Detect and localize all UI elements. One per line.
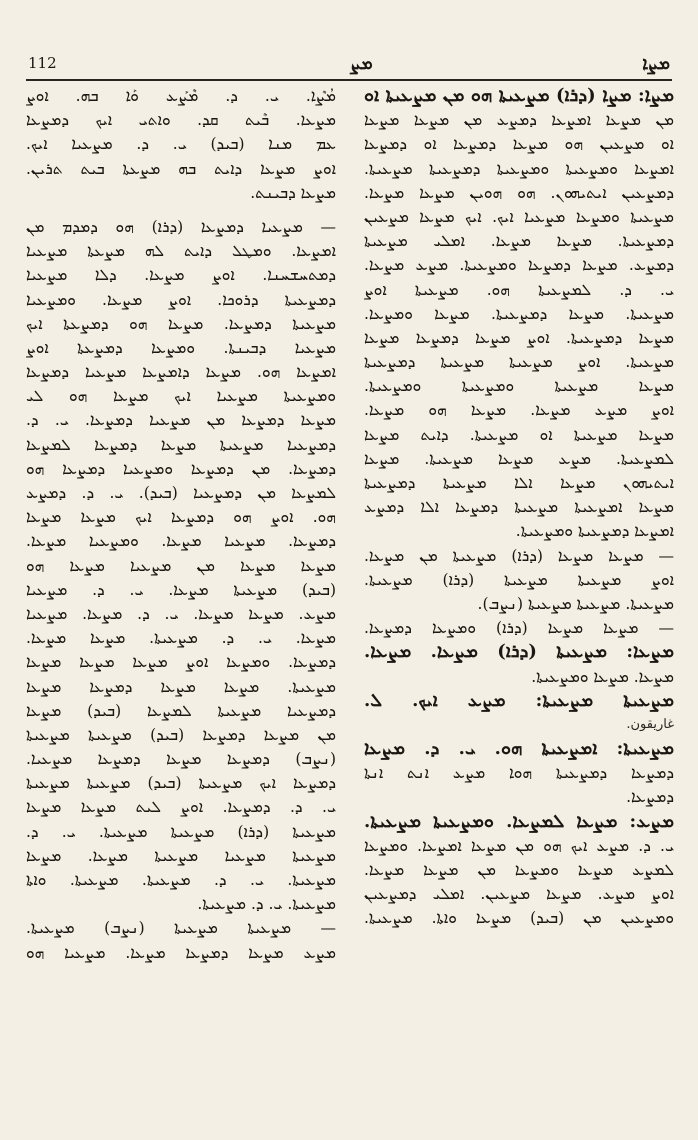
text-line: ܡܨܥ ܡܨܥܐ ܕܡܨܥܐ ܡܨܥܐ. ܡܨܥܝܐ ܗܘ xyxy=(26,943,336,962)
text-line: ܡܨܥܝܬܐ. ܐܘܨ ܡܨܥܝܬܐ ܡܨܥܝܬܐ ܕܡܨܥܝܬܐ xyxy=(364,353,674,372)
text-line: ܐܡܨܥܐ ܘܡܨܥܝܬܐ ܘܡܨܥܝܬܐ ܕܡܨܥܝܬܐ ܡܨܥܝܬܐ. xyxy=(364,159,674,178)
text-line: (ܢܨܒ) ܕܡܨܥܐ ܡܨܥܐ ܕܡܨܥܐ ܡܨܥܝܐ. xyxy=(26,750,336,769)
text-line: ܐܝܬܝܗܘܢ ܡܨܥܐ ܐܠܐ ܡܨܥܝܬܐ ܕܡܨܥܝܬܐ xyxy=(364,474,674,492)
text-line: ܕܡܬܚܫܚܢܐ. ܐܘܨ ܡܨܥܐ. ܕܠܐ ܡܨܥܝܐ xyxy=(26,266,336,285)
paragraph-gap xyxy=(26,205,336,215)
text-line: — ܡܨܥܐ ܡܨܥܐ (ܕܪܐ) ܡܨܥܝܬܐ ܡܢ ܡܨܥܐ. xyxy=(364,546,674,565)
text-line: ܡܨܥܐ ܐܡܨܥܝܬܐ ܡܨܥܝܬܐ ܕܡܨܥܐ ܐܠܐ ܕܡܨܥ xyxy=(364,498,674,517)
text-line: ܡܨܥܝܬܐ. ܡܨܥܐ ܡܨܥܐ ܕܡܨܥܐ ܡܨܥܐ xyxy=(26,677,336,696)
text-line: ܕܡܨܥܐ ܕܡܨܥܝܬܐ ܗܘܐ ܡܨܥ ܐܢܬ ܐܢܬܐ xyxy=(364,764,674,783)
text-line: ܡܨܥܝܐ ܕܒܝܢܬܐ. ܘܡܨܥܐ ܕܡܨܥܬܐ ܐܘܨ xyxy=(26,338,336,357)
entry-headword-line: ܡܨܐ: ܡܨܐ (ܕܪܐ) ܡܨܥܝܬܐ ܗܘ ܡܢ ܡܨܥܝܬܐ ܐܘ xyxy=(364,85,674,106)
text-line: ܝ. ܕ. ܕܡܨܥܐ. ܐܘܨ ܠܝܬ ܡܨܥܐ ܡܨܥܐ xyxy=(26,798,336,817)
text-line: — ܡܨܥܝܬܐ ܡܨܥܝܬܐ (ܢܨܒ) ܡܨܥܝܬܐ. xyxy=(26,919,336,938)
text-line: ܘܡܨܥܝܢ ܡܢ (ܒܝܕ) ܡܨܥܐ ܘܐܬܐ. ܡܨܥܝܬܐ. xyxy=(364,909,674,928)
text-line: ܐܘ ܡܨܥܝܢ ܗܘ ܡܨܥܐ ܕܡܨܥܐ ܐܘ ܕܡܨܥܐ xyxy=(364,135,674,154)
text-line: ܕܡܨܥ. ܡܨܥܐ ܕܡܨܥܐ ܘܡܨܥܝܬܐ. ܡܨܥ ܡܨܥܐ. xyxy=(364,256,674,275)
page-header xyxy=(28,54,670,76)
running-headword-center: ܡܨ xyxy=(350,54,373,74)
text-line: ܡܨܥܝܬܐ ܡܨܥܝܐ ܡܨܥܝܬܐ ܡܨܥܐ. ܡܨܥܐ xyxy=(26,846,336,865)
text-line: غاريقون. xyxy=(626,716,674,732)
entry-headword-line: ܡܨܥ: ܡܨܥܐ ܠܡܨܥܐ. ܘܡܨܥܝܬܐ ܡܨܥܝܬܐ. xyxy=(364,810,674,832)
header-rule xyxy=(26,79,672,81)
entry-headword-line: ܡܨܥܝܬܐ ܡܨܥܝܬܐ: ܡܨܥ ܐܝܟ. ܠ. xyxy=(364,689,674,711)
text-line: ܠܡܨܥܐ ܡܢ ܕܡܨܥܝܐ (ܒܝܕ). ܝ. ܕ. ܕܡܨܥ xyxy=(26,484,336,502)
text-line: ܐܘܨ ܡܨܥܝܬܐ ܡܨܥܝܬܐ (ܕܪܐ) ܡܨܥܝܬܐ. xyxy=(364,570,674,589)
text-line: ܝ. ܕ. ܠܡܨܥܝܬܐ ܗܘ. ܡܨܥܝܬܐ ܐܘܨ xyxy=(364,280,674,299)
text-line: ܡܨܥܐ ܡܨܥܝܬܐ ܐܘ ܡܨܥܝܬܐ. ܕܐܝܬ ܡܨܥܐ xyxy=(364,425,674,444)
text-line: ܡܨܥܐ. ܒܶܝܬ ܩܕ. ܘܐܬܝ ܐܝܟ ܕܡܨܥܐ xyxy=(26,111,336,130)
text-line: ܕܡܨܥܝܬܐ. ܡܨܥܐ ܡܨܥܐ. ܐܡܠܝ ܡܨܥܝܬܐ xyxy=(364,232,674,251)
left-column xyxy=(26,84,336,1110)
text-line: ܕܡܨܥܐ. ܘܡܨܥܐ ܐܘܨ ܡܨܥܐ ܡܨܥܐ ܡܨܥܐ xyxy=(26,653,336,672)
text-line: ܠܡܨܥ ܡܨܥܐ ܘܡܨܥܐ ܡܢ ܡܨܥܐ ܡܨܥܐ. xyxy=(364,861,674,879)
text-line: ܡܢ ܡܨܥܐ ܐܡܨܥܐ ܕܡܨܥ ܡܢ ܡܨܥܐ ܡܨܥܐ xyxy=(364,111,674,130)
text-line: ܕܡܨܥܝܐ ܡܨܥܝܬܐ ܠܡܨܥܐ (ܒܝܕ) ܡܨܥܐ xyxy=(26,701,336,720)
text-line: ܝ. ܕ. ܡܨܥ ܐܝܟ ܗܘ ܡܢ ܡܨܥܐ ܐܡܨܥܐ. ܘܡܨܥܐ xyxy=(364,836,674,855)
entry-headword-line: ܡܨܥܐ: ܡܨܥܝܬܐ (ܕܪܐ) ܡܨܥܐ. ܡܨܥܐ. xyxy=(364,641,674,663)
text-line: ܡܨܥܐ ܕܡܨܥܐ ܡܢ ܡܨܥܝܐ ܕܡܨܥܐ. ܝ. ܕ. xyxy=(26,411,336,430)
text-line: ܡܨܥܐ ܡܨܥܝܬܐ ܘܡܨܥܝܬܐ ܘܡܨܥܝܬܐ. xyxy=(364,377,674,396)
text-line: ܕܡܨܥܝܢ ܐܝܬܝܗܘܢ. ܗܘ ܗܘܝܢ ܡܨܥܐ ܡܨܥܐ. xyxy=(364,183,674,202)
text-line: ܐܡܨܥܐ ܗܘ. ܡܨܥܐ ܕܐܡܨܥܐ ܡܨܥܝܐ ܕܡܨܥܐ xyxy=(26,363,336,382)
text-line: ܡܳܨܶܐ. ܝ. ܕ. ܡܶܨܰܥ ܘܰܐ ܒܗ. ܐܘܨ xyxy=(26,87,336,105)
text-line: ܕܡܨܥܐ. xyxy=(626,788,674,807)
text-line: ܕܡܨܥܝܐ ܡܨܥܝܬܐ ܡܨܥܐ ܕܡܨܥܐ ܠܡܨܥܐ xyxy=(26,435,336,454)
text-line: ܡܨܥܝܬܐ ܕܡܨܥܐ. ܡܨܥܐ ܗܘ ܕܡܨܥܬܐ ܐܝܟ xyxy=(26,314,336,333)
text-line: ܡܨܥܐ. ܡܨܥܐ ܘܡܨܥܝܬܐ. xyxy=(531,667,674,686)
entry-headword-line: ܡܨܥܝܬܐ: ܐܡܨܥܝܬܐ ܗܘ. ܝ. ܕ. ܡܨܥܐ xyxy=(364,738,674,760)
text-line: ܕܡܨܥܐ. ܡܢ ܕܡܨܥܐ ܘܡܨܥܝܐ ܕܡܨܥܐ ܗܘ xyxy=(26,459,336,478)
text-line: — ܡܨܥܐ ܡܨܥܐ (ܕܪܐ) ܘܡܨܥܐ ܕܡܨܥܐ. xyxy=(364,619,674,638)
text-line: ܡܨܥܐ ܕܡܨܥܝܬܐ. ܐܘܨ ܡܨܥܐ ܕܡܨܥܐ ܡܨܥܐ xyxy=(364,328,674,347)
text-line: ܡܨܥܝܬܐ. ܝ. ܕ. ܡܨܥܝܬܐ. xyxy=(197,895,336,914)
text-line: ܐܘܨ ܡܨܥ ܡܨܥܐ. ܡܨܥܐ ܗܘ ܡܨܥܐ. xyxy=(364,401,674,420)
text-line: ܡܨܥܝܬܐ. ܡܨܥܐ ܕܡܨܥܝܬܐ. ܡܨܥܐ ܘܡܨܥܐ. xyxy=(364,304,674,323)
text-line: ܕܡܨܥܝܬܐ ܕܪܘܟܐ. ܐܘܨ ܡܨܥܐ. ܘܡܨܥܝܐ xyxy=(26,290,336,309)
text-line: ܐܘܨ ܡܨܥܐ ܕܐܝܬ ܒܗ ܡܨܥܬܐ ܒܝܬ ܬܪܝܢ. xyxy=(26,159,336,178)
text-line: ܗܘ. ܐܘܨ ܗܘ ܕܡܨܥܐ ܐܝܟ ܡܨܥܐ ܡܨܥܐ xyxy=(26,508,336,527)
text-line: ܡܨܥܐ ܡܨܥܐ ܡܢ ܡܨܥܝܐ ܡܨܥܐ ܗܘ xyxy=(26,556,336,575)
text-line: ܐܡܨܥܐ ܕܡܨܥܝܬܐ ܘܡܨܥܝܬܐ. xyxy=(515,522,674,541)
text-line: ܡܨܥܐ. ܝ. ܕ. ܡܨܥܝܬܐ. ܡܨܥܐ ܡܨܥܐ. xyxy=(26,629,336,648)
text-line: ܡܨܥܝܬܐ (ܕܪܐ) ܡܨܥܝܬܐ ܡܨܥܝܬܐ. ܝ. ܕ. xyxy=(26,822,336,841)
text-line: — ܡܨܥܝܐ ܕܡܨܥܐ (ܕܪܐ) ܗܘ ܕܡܕܡ ܡܢ xyxy=(26,217,336,236)
right-column xyxy=(364,84,674,1110)
text-line: ܕܡܨܥܐ ܐܝܟ ܡܨܥܝܬܐ (ܒܝܕ) ܡܨܥܝܬܐ ܡܨܥܝܬܐ xyxy=(26,774,336,793)
text-line: ܡܨܥܐ ܕܒܝܢܬ. xyxy=(250,183,336,202)
text-line: ܡܨܥܝܬܐ. ܡܨܥܝܬܐ ܡܨܥܝܬܐ (ܢܨܒ). xyxy=(477,594,674,613)
text-line: ܡܨܥ. ܡܨܥܐ ܡܨܥܐ. ܝ. ܕ. ܡܨܥܐ. ܡܨܥܝܐ xyxy=(26,604,336,623)
text-line: ܐܡܨܥܐ. ܘܡܛܠ ܕܐܝܬ ܠܗ ܡܨܥܬܐ ܡܨܥܝܐ xyxy=(26,242,336,261)
text-line: ܕܡܨܥܐ. ܡܨܥܝܐ ܡܨܥܐ. ܘܡܨܥܝܐ ܡܨܥܐ. xyxy=(26,532,336,551)
page-number: 112 xyxy=(28,54,57,72)
text-line: ܐܘܨ ܡܨܥ. ܡܨܥܐ ܡܨܥܝܢ. ܐܡܠܝ ܕܡܨܥܝܢ xyxy=(364,885,674,904)
running-headword-right: ܡܨܐ xyxy=(642,54,670,74)
text-line: ܡܨܥܝܬܐ ܘܡܨܥܐ ܡܨܥܝܐ ܐܝܟ. ܐܝܟ ܡܨܥܐ ܡܨܥܝܢ xyxy=(364,207,674,226)
text-line: ܥܡ ܡܢܐ (ܒܝܕ) ܝ. ܕ. ܡܨܥܝܐ ܐܝܟ. xyxy=(26,135,336,154)
text-line: ܠܡܨܥܝܬܐ. ܡܨܥ ܡܨܥܐ ܡܨܥܝܬܐ. ܡܨܥܐ xyxy=(364,449,674,468)
text-line: ܘܡܨܥܝܬܐ ܡܨܥܝܐ ܐܝܟ ܡܨܥܐ ܗܘ ܠܝ xyxy=(26,387,336,406)
text-line: ܡܨܥܝܬܐ. ܝ. ܕ. ܡܨܥܝܬܐ. ܡܨܥܝܬܐ. ܘܐܬܐ xyxy=(26,871,336,889)
text-line: ܡܢ ܡܨܥܐ ܕܡܨܥܐ (ܒܝܕ) ܡܨܥܝܬܐ ܡܨܥܝܬܐ xyxy=(26,725,336,744)
text-line: (ܒܝܕ) ܡܨܥܝܬܐ ܡܨܥܐ. ܝ. ܕ. ܡܨܥܝܐ xyxy=(26,580,336,599)
